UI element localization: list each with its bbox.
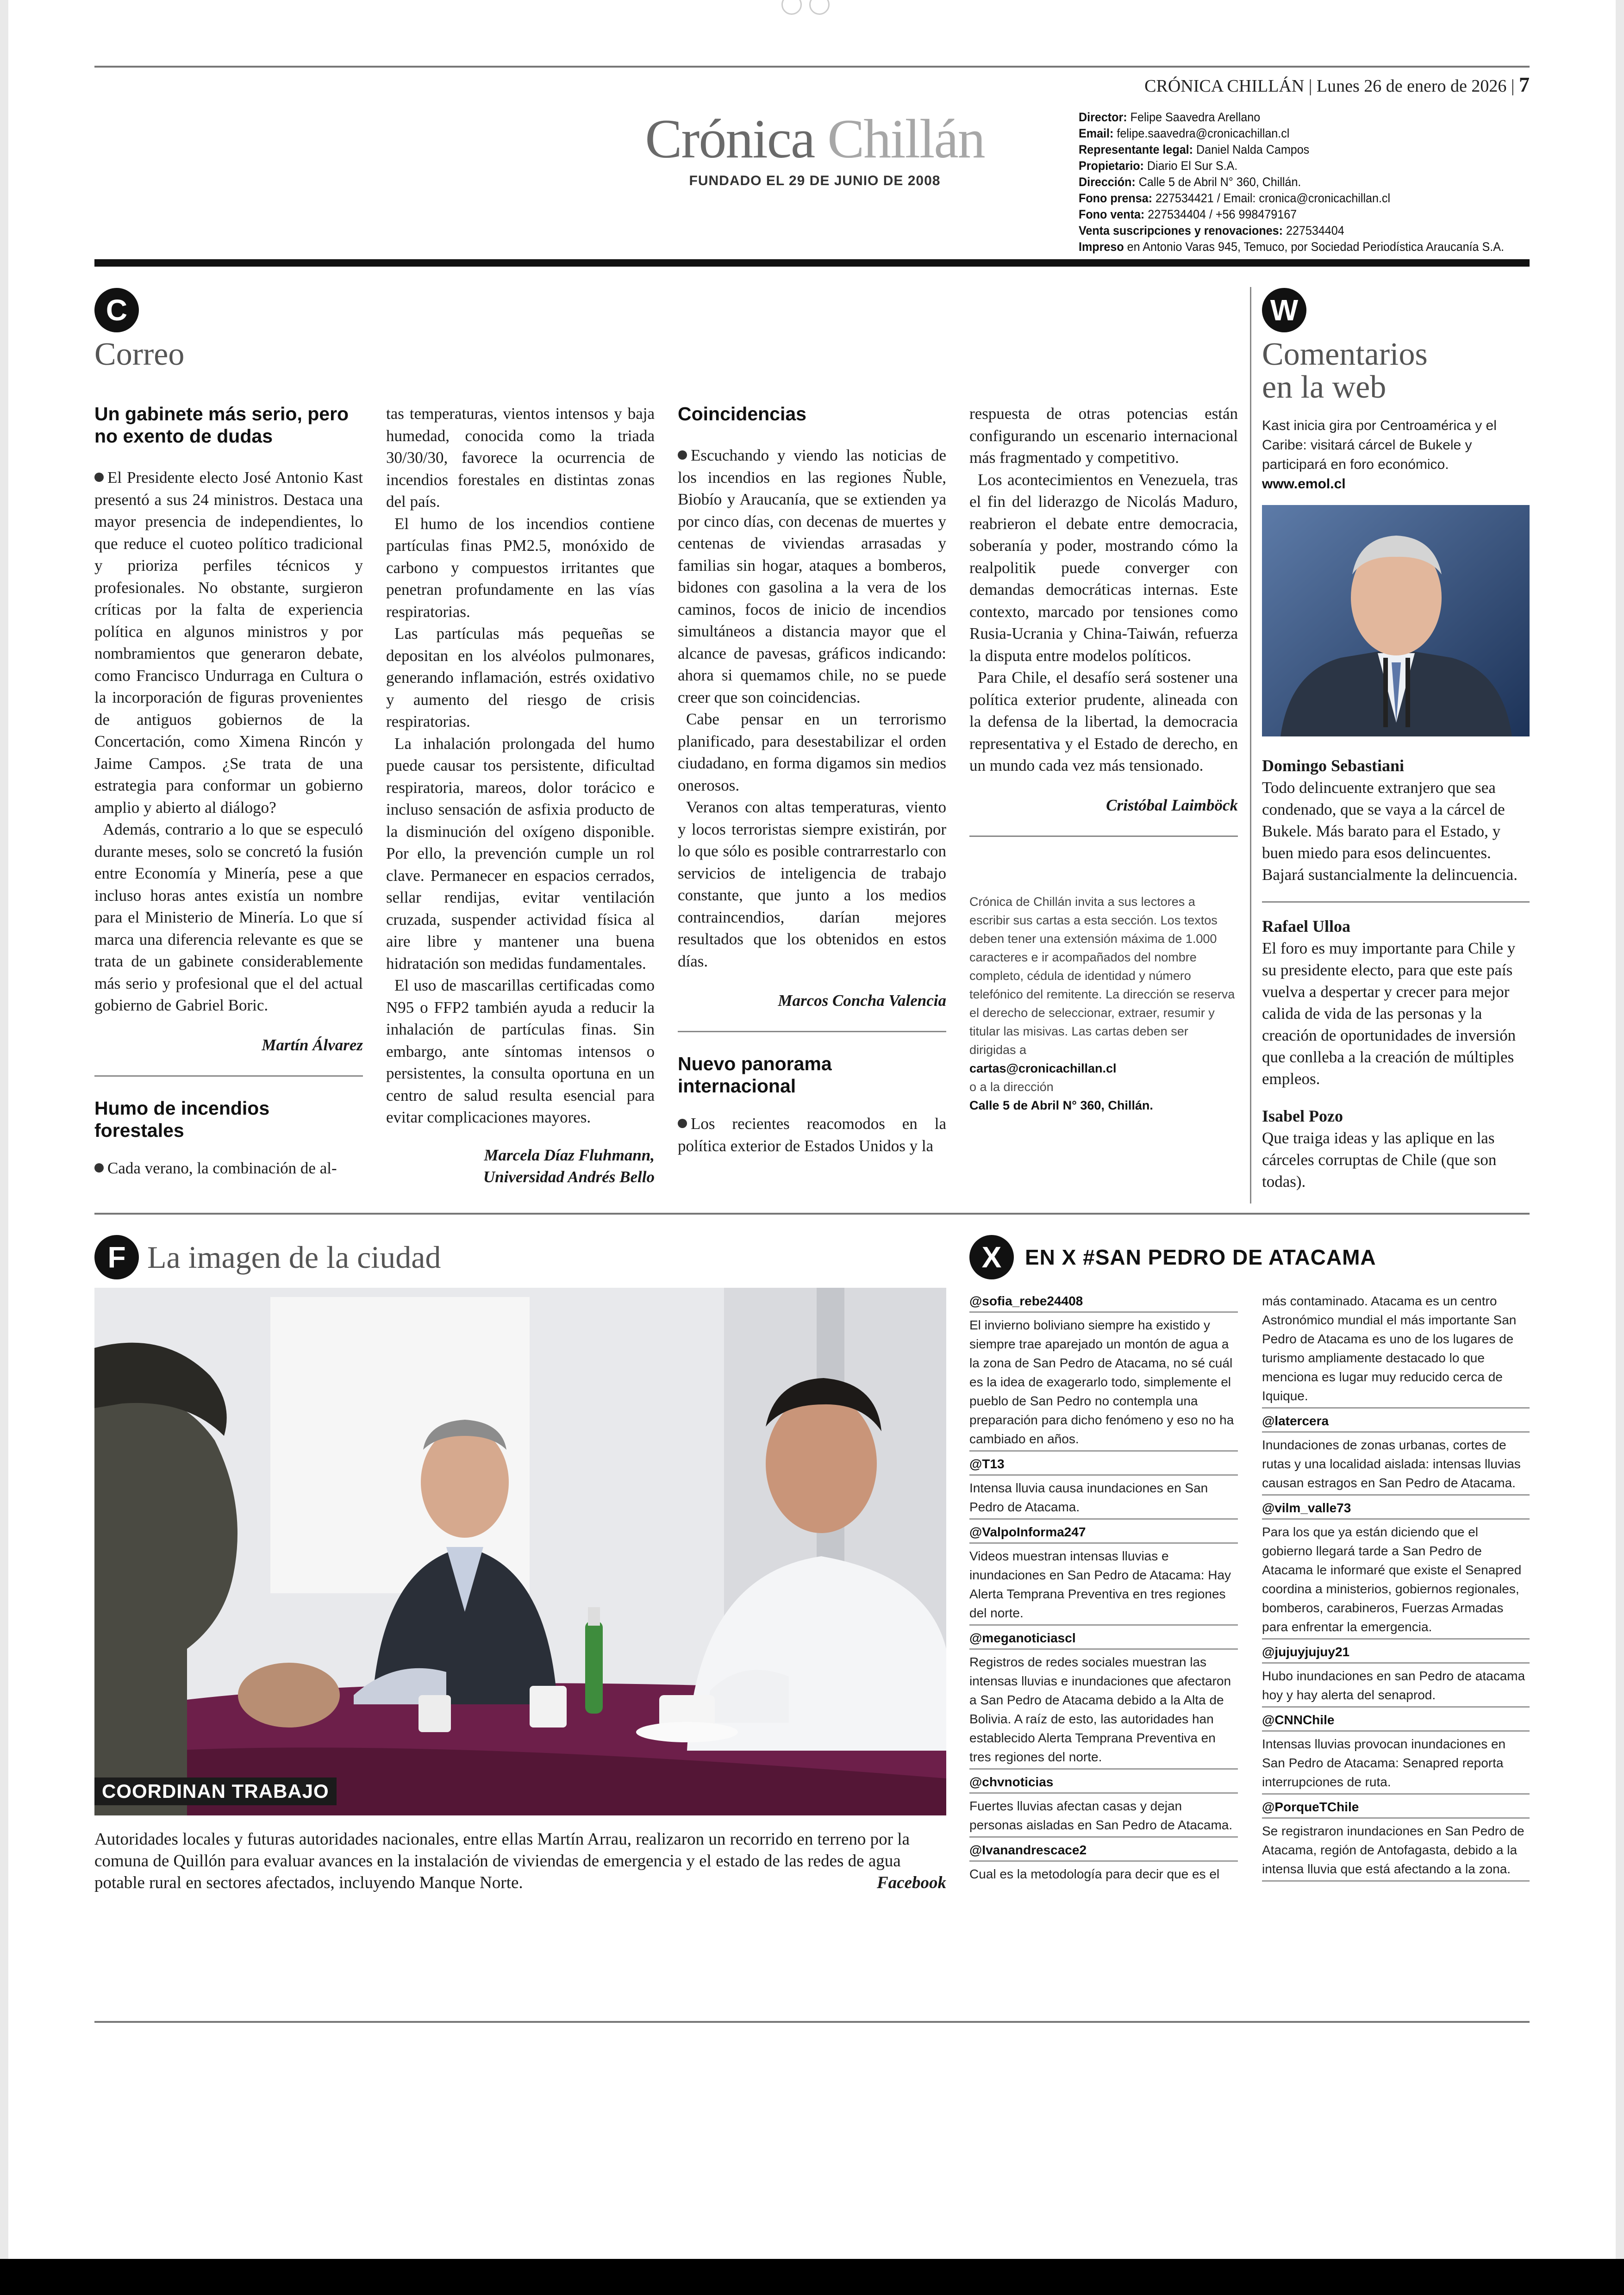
tweet-text: Cual es la metodología para decir que es el (969, 1867, 1220, 1881)
letters-policy-note (969, 892, 1238, 1115)
imprint-line (1079, 174, 1509, 190)
imprint-value: Daniel Nalda Campos (1196, 143, 1310, 156)
headline-panorama: Nuevo panorama internacional (678, 1053, 832, 1097)
section-letter-f: F (94, 1235, 139, 1279)
imprint-value: 227534404 (1286, 224, 1344, 237)
letter-divider (969, 836, 1238, 837)
tweet-text: Videos muestran intensas lluvias e inundaciones en San Pedro de Atacama: Hay Alerta Temprana Preventiva en tres regiones del norte. (969, 1549, 1231, 1620)
logo-word-cronica: Crónica (645, 108, 815, 169)
letters-email-link[interactable]: cartas@cronicachillan.cl (969, 1061, 1117, 1075)
headline-gabinete: Un gabinete más serio, pero no exento de dudas (94, 403, 349, 447)
signature-marcos-concha: Marcos Concha Valencia (778, 992, 946, 1010)
tweet-text: Hubo inundaciones en san Pedro de atacama hoy y hay alerta del senaprod. (1262, 1669, 1525, 1702)
imprint-label: Email: (1079, 126, 1114, 140)
tweet (1262, 1498, 1530, 1636)
logo (630, 108, 1000, 189)
letters-column-1 (94, 403, 363, 1179)
imprint-label: Impreso (1079, 240, 1124, 254)
tweet-text: Intensas lluvias provocan inundaciones en San Pedro de Atacama: Senapred reporta interrupciones de ruta. (1262, 1737, 1506, 1789)
imprint-line (1079, 206, 1509, 223)
web-intro-text: Kast inicia gira por Centroamérica y el Caribe: visitará cárcel de Bukele y participará en foro económico. (1262, 418, 1497, 472)
tweet-separator (969, 1542, 1238, 1544)
web-intro-source[interactable]: www.emol.cl (1262, 476, 1346, 492)
letters-column-3 (678, 403, 946, 1157)
letter-humo-body (386, 403, 655, 1129)
policy-mid: o a la dirección (969, 1079, 1054, 1094)
imprint-line (1079, 239, 1509, 255)
letter-paragraph: El Presidente electo José Antonio Kast presentó a sus 24 ministros. Destaca una mayor presencia de independientes, lo que reduce el cuoteo político tradicional y prioriza perfiles técnicos y profesionales. No obstante, surgieron críticas por la falta de experiencia política en algunos ministros y por nombramientos que generaron debate, como Francisco Undurraga en Cultura o la incorporación de figuras provenientes de antiguos gobiernos de la Concertación, como Ximena Rincón y Jaime Campos. ¿Se trata de una estrategia para conformar un gobierno amplio y abierto al diálogo? (94, 468, 363, 817)
bullet-icon (94, 1163, 104, 1172)
bullet-icon (678, 450, 687, 460)
kast-photo (1262, 505, 1530, 736)
letter-divider (678, 1031, 946, 1032)
signature-affiliation: Universidad Andrés Bello (483, 1167, 655, 1186)
imprint-line (1079, 125, 1509, 142)
policy-text: Crónica de Chillán invita a sus lectores a escribir sus cartas a esta sección. Los textos deben tener una extensión máxima de 1.000 caracteres e ir acompañados del nombre completo, cédula de identidad y número telefónico del remitente. La dirección se reserva el derecho de seleccionar, extraer, resumir y titular las misivas. Las cartas deben ser dirigidas a (969, 894, 1235, 1057)
tweet-handle[interactable]: @meganoticiascl (969, 1631, 1076, 1645)
tweet-handle[interactable]: @CNNChile (1262, 1713, 1335, 1727)
letter-paragraph: Escuchando y viendo las noticias de los incendios en las regiones Ñuble, Biobío y Araucanía, que se extienden ya por cinco días, con decenas de muertes y centenas de viviendas arrasadas y familias sin hogar, ataques a bomberos, bidones con gasolina a la vera de los caminos, focos de inicio de incendios simultáneos a distancia mayor que el alcance de pavesas, gráficos indicando: ahora si quemamos chile, no se puede creer que son coincidencias. (678, 446, 946, 706)
tweet-text: Intensa lluvia causa inundaciones en San Pedro de Atacama. (969, 1481, 1208, 1514)
comment-text: Todo delincuente extranjero que sea condenado, que se vaya a la cárcel de Bukele. Más barato para el Estado, y buen miedo para esos delincuentes. Bajará sustancialmente la delincuencia. (1262, 778, 1518, 884)
letter-paragraph: respuesta de otras potencias están configurando un escenario internacional más fragmentado y competitivo. (969, 405, 1238, 467)
imprint-line (1079, 223, 1509, 239)
tweet-text-continued: más contaminado. Atacama es un centro Astronómico mundial el más importante San Pedro de Atacama es uno de los lugares de turismo ampliamente destacado lo que menciona es lugar muy reducido cerca de Iquique. (1262, 1294, 1517, 1403)
tweet-separator (969, 1836, 1238, 1838)
letter-paragraph: Veranos con altas temperaturas, viento y locos terroristas siempre existirán, por lo que sólo es posible contrarrestarlo con servicios de inteligencia de trabajo constante, que junto a los medios contraincendios, darían mejores resultados que los obtenidos en estos días. (678, 798, 946, 970)
tweet (969, 1454, 1238, 1516)
comment-text: El foro es muy importante para Chile y su presidente electo, para que este país vuelva a despertar y crecer para mejor calida de vida de las personas y la creación de oportunidades de inversión que conlleba a la creación de múltiples empleos. (1262, 939, 1516, 1088)
comment-divider (1262, 901, 1530, 903)
section-letter-x: X (969, 1235, 1014, 1279)
section-title-correo: Correo (94, 337, 185, 372)
signature-marcela-diaz: Marcela Díaz Fluhmann, (484, 1146, 655, 1164)
web-comment (1262, 916, 1530, 1090)
next-dot-icon[interactable] (809, 0, 830, 15)
tweet-text: Fuertes lluvias afectan casas y dejan personas aisladas en San Pedro de Atacama. (969, 1799, 1233, 1832)
tweet-handle[interactable]: @PorqueTChile (1262, 1800, 1359, 1814)
tweet-separator (969, 1518, 1238, 1520)
tweet-handle[interactable]: @T13 (969, 1457, 1005, 1471)
tweet-separator (1262, 1817, 1530, 1819)
tweet-text: El invierno boliviano siempre ha existido y siempre trae aparejado un montón de agua a la zona de San Pedro de Atacama, no sé cuál es la idea de exagerarlo todo, simplemente el pueblo de San Pedro no contempla una preparación para dicho fenómeno y eso no ha cambiado en años. (969, 1318, 1234, 1446)
imprint-value: felipe.saavedra@cronicachillan.cl (1117, 126, 1290, 140)
tweet-separator (969, 1624, 1238, 1626)
headline-humo: Humo de incendios forestales (94, 1097, 270, 1141)
letter-paragraph: Los recientes reacomodos en la política exterior de Estados Unidos y la (678, 1115, 946, 1155)
letter-divider (94, 1075, 363, 1077)
imprint-line (1079, 158, 1509, 174)
city-photo (94, 1288, 946, 1815)
imprint-value: Calle 5 de Abril N° 360, Chillán. (1138, 175, 1301, 189)
photo-caption (94, 1828, 946, 1894)
tweet-separator (969, 1768, 1238, 1770)
tweet (969, 1291, 1238, 1448)
imprint-line (1079, 190, 1509, 206)
section-letter-w: W (1262, 288, 1306, 332)
page-nav-dots[interactable] (781, 0, 846, 14)
bottom-black-bar (0, 2259, 1624, 2295)
masthead-heavy-rule (94, 259, 1530, 267)
x-feed-section (969, 1235, 1530, 1279)
tweet-separator (969, 1648, 1238, 1650)
meeting-photo-illustration (94, 1288, 946, 1815)
bullet-icon (94, 473, 104, 482)
imprint-value: en Antonio Varas 945, Temuco, por Sociedad Periodística Araucanía S.A. (1127, 240, 1504, 254)
letter-paragraph: Además, contrario a lo que se especuló durante meses, solo se concretó la fusión entre Economía y Minería, pese a que incluso horas antes existía un nombre para el Ministerio de Minería. Lo que sí marca una diferencia relevante es que se trata de un gabinete considerablemente más serio y profesional que el del actual gobierno de Gabriel Boric. (94, 820, 363, 1014)
tweet-separator (1262, 1494, 1530, 1496)
web-comment (1262, 1105, 1530, 1192)
letter-paragraph: Las partículas más pequeñas se depositan en los alvéolos pulmonares, generando inflamación, estrés oxidativo y aumento del riesgo de crisis respiratorias. (386, 624, 655, 730)
tweet-separator (1262, 1880, 1530, 1882)
imprint-box (1079, 109, 1509, 255)
folio (1144, 72, 1530, 97)
tweet-separator (969, 1860, 1238, 1862)
tweet-text: Para los que ya están diciendo que el gobierno llegará tarde a San Pedro de Atacama le informaré que existe el Senapred coordina a ministerios, gobiernos regionales, bomberos, carabineros, Fuerzas Armadas para enfrentar la emergencia. (1262, 1525, 1522, 1634)
tweet-separator (1262, 1662, 1530, 1664)
tweet-separator (1262, 1518, 1530, 1520)
section-title-city-image: La imagen de la ciudad (147, 1240, 441, 1275)
imprint-label: Propietario: (1079, 159, 1144, 173)
imprint-value: 227534421 / Email: cronica@cronicachillan.cl (1156, 191, 1391, 205)
page-number: 7 (1519, 73, 1530, 96)
imprint-label: Director: (1079, 110, 1127, 124)
letter-gabinete-body (94, 467, 363, 1017)
headline-coincidencias: Coincidencias (678, 403, 806, 424)
imprint-value: Felipe Saavedra Arellano (1130, 110, 1261, 124)
tweet-separator (1262, 1638, 1530, 1640)
letter-panorama-lead (678, 1113, 946, 1157)
section-letter-c: C (94, 288, 139, 332)
imprint-value: Diario El Sur S.A. (1147, 159, 1238, 173)
letter-humo-lead (94, 1157, 363, 1179)
title-line-1: Comentarios (1262, 337, 1428, 372)
tweet (1262, 1411, 1530, 1492)
imprint-label: Representante legal: (1079, 143, 1193, 156)
tweet-handle[interactable]: @sofia_rebe24408 (969, 1294, 1083, 1308)
mid-rule (94, 1213, 1530, 1215)
tweet-handle[interactable]: @chvnoticias (969, 1775, 1054, 1789)
letter-paragraph: El humo de los incendios contiene partículas finas PM2.5, monóxido de carbono y compuestos irritantes que penetran profundamente en las vías respiratorias. (386, 514, 655, 621)
letter-paragraph: Los acontecimientos en Venezuela, tras el fin del liderazgo de Nicolás Maduro, reabrieron el debate entre democracia, soberanía y poder, mostrando cómo la realpolitik puede converger con demandas democráticas internas. Este contexto, marcado por tensiones como Rusia-Ucrania y China-Taiwán, refuerza la disputa entre modelos políticos. (969, 470, 1238, 665)
tweet-text: Inundaciones de zonas urbanas, cortes de rutas y una localidad aislada: intensas lluvias causan estragos en San Pedro de Atacama. (1262, 1438, 1521, 1490)
x-feed-column-2 (1262, 1291, 1530, 1884)
tweet (969, 1772, 1238, 1834)
tweet-handle[interactable]: @Ivanandrescace2 (969, 1843, 1087, 1857)
imprint-value: 227534404 / +56 998479167 (1148, 207, 1297, 221)
tweet (1262, 1797, 1530, 1878)
signature-martin-alvarez: Martín Álvarez (262, 1035, 363, 1054)
tweet-separator (1262, 1706, 1530, 1708)
tweet-handle[interactable]: @ValpoInforma247 (969, 1525, 1086, 1539)
tweet-separator (969, 1450, 1238, 1452)
imprint-label: Fono prensa: (1079, 191, 1153, 205)
imprint-label: Dirección: (1079, 175, 1136, 189)
founded-line: FUNDADO EL 29 DE JUNIO DE 2008 (689, 173, 941, 188)
caption-text: Autoridades locales y futuras autoridades nacionales, entre ellas Martín Arrau, realizaron un recorrido en terreno por la comuna de Quillón para evaluar avances en la instalación de viviendas de emergencia y el estado de las redes de agua potable rural en sectores afectados, incluyendo Manque Norte. (94, 1830, 910, 1892)
top-rule (94, 66, 1530, 68)
section-title-web (1262, 338, 1530, 404)
letters-column-4 (969, 403, 1238, 1115)
letter-paragraph: La inhalación prolongada del humo puede causar tos persistente, dificultad respiratoria, mareos, dolor torácico e incluso sensación de asfixia producto de la disminución del oxígeno disponible. Por ello, la prevención cumple un rol clave. Permanecer en espacios cerrados, sellar rendijas, evitar ventilación cruzada, suspender actividad física al aire libre y mantener una buena hidratación son medidas fundamentales. (386, 734, 655, 973)
title-line-2: en la web (1262, 369, 1387, 405)
tweet-separator (1262, 1730, 1530, 1732)
page-right-edge (1616, 0, 1624, 2295)
x-feed-title: EN X #SAN PEDRO DE ATACAMA (1025, 1245, 1376, 1269)
tweet-handle[interactable]: @latercera (1262, 1414, 1329, 1428)
letter-paragraph: Para Chile, el desafío será sostener una política exterior prudente, alineada con la defensa de la libertad, la democracia representativa y el Estado de derecho, en un mundo cada vez más tensionado. (969, 668, 1238, 774)
signature-cristobal: Cristóbal Laimböck (1106, 796, 1238, 814)
comment-text: Que traiga ideas y las aplique en las cárceles corruptas de Chile (que son todas). (1262, 1129, 1497, 1191)
tweet-text: Se registraron inundaciones en San Pedro de Atacama, región de Antofagasta, debido a la intensa lluvia que está afectando a la zona. (1262, 1824, 1524, 1876)
tweet-separator (1262, 1407, 1530, 1409)
tweet-separator (969, 1792, 1238, 1794)
logo-word-chillan: Chillán (827, 108, 985, 169)
letter-paragraph: El uso de mascarillas certificadas como N95 o FFP2 también ayuda a reducir la inhalación de partículas finas. Sin embargo, ante síntomas intensos o persistentes, la consulta oportuna en un centro de salud resulta esencial para evitar complicaciones mayores. (386, 976, 655, 1126)
comment-author: Isabel Pozo (1262, 1106, 1343, 1125)
photo-credit: Facebook (876, 1873, 946, 1892)
page-left-edge (0, 0, 8, 2295)
web-comment (1262, 755, 1530, 886)
prev-dot-icon[interactable] (781, 0, 802, 15)
comment-author: Domingo Sebastiani (1262, 756, 1405, 775)
tweet-handle[interactable]: @vilm_valle73 (1262, 1501, 1351, 1515)
letter-coincidencias-body (678, 444, 946, 972)
tweet-separator (969, 1311, 1238, 1313)
letter-paragraph: Cada verano, la combinación de al- (107, 1159, 337, 1177)
tweet (969, 1522, 1238, 1622)
web-comment-list (1262, 755, 1530, 1192)
column-divider (1250, 287, 1251, 1204)
letters-column-2 (386, 403, 655, 1188)
kast-portrait-illustration (1262, 505, 1530, 736)
photo-tag: COORDINAN TRABAJO (94, 1777, 337, 1805)
letter-panorama-body (969, 403, 1238, 777)
tweet (1262, 1642, 1530, 1704)
comment-author: Rafael Ulloa (1262, 917, 1350, 935)
tweet-handle[interactable]: @jujuyjujuy21 (1262, 1645, 1350, 1659)
web-comments-section (1262, 288, 1530, 1192)
tweet-text: Registros de redes sociales muestran las intensas lluvias e inundaciones que afectaron a San Pedro de Atacama debido a la Alta de Bolivia. A raíz de esto, las autoridades han establecido Alerta Temprana Preventiva en tres regiones del norte. (969, 1655, 1231, 1764)
x-feed-column-1 (969, 1291, 1238, 1885)
letter-paragraph: tas temperaturas, vientos intensos y baja humedad, conocida como la triada 30/30/30, favorece la ocurrencia de incendios forestales en distintas zonas del país. (386, 405, 655, 511)
x-feed-header (969, 1235, 1530, 1279)
letters-address: Calle 5 de Abril N° 360, Chillán. (969, 1098, 1153, 1112)
tweet (969, 1840, 1238, 1883)
bullet-icon (678, 1119, 687, 1128)
letter-paragraph: Cabe pensar en un terrorismo planificado, para desestabilizar el orden ciudadano, en forma digamos sin medios onerosos. (678, 710, 946, 794)
tweet-separator (969, 1474, 1238, 1476)
tweet-separator (1262, 1431, 1530, 1433)
folio-text: CRÓNICA CHILLÁN | Lunes 26 de enero de 2026 | (1144, 76, 1519, 96)
imprint-line (1079, 109, 1509, 125)
imprint-line (1079, 142, 1509, 158)
tweet (1262, 1710, 1530, 1791)
bottom-rule (94, 2021, 1530, 2023)
tweet-separator (1262, 1793, 1530, 1795)
tweet (969, 1628, 1238, 1766)
web-intro (1262, 416, 1530, 494)
imprint-label: Venta suscripciones y renovaciones: (1079, 224, 1283, 237)
imprint-label: Fono venta: (1079, 207, 1145, 221)
